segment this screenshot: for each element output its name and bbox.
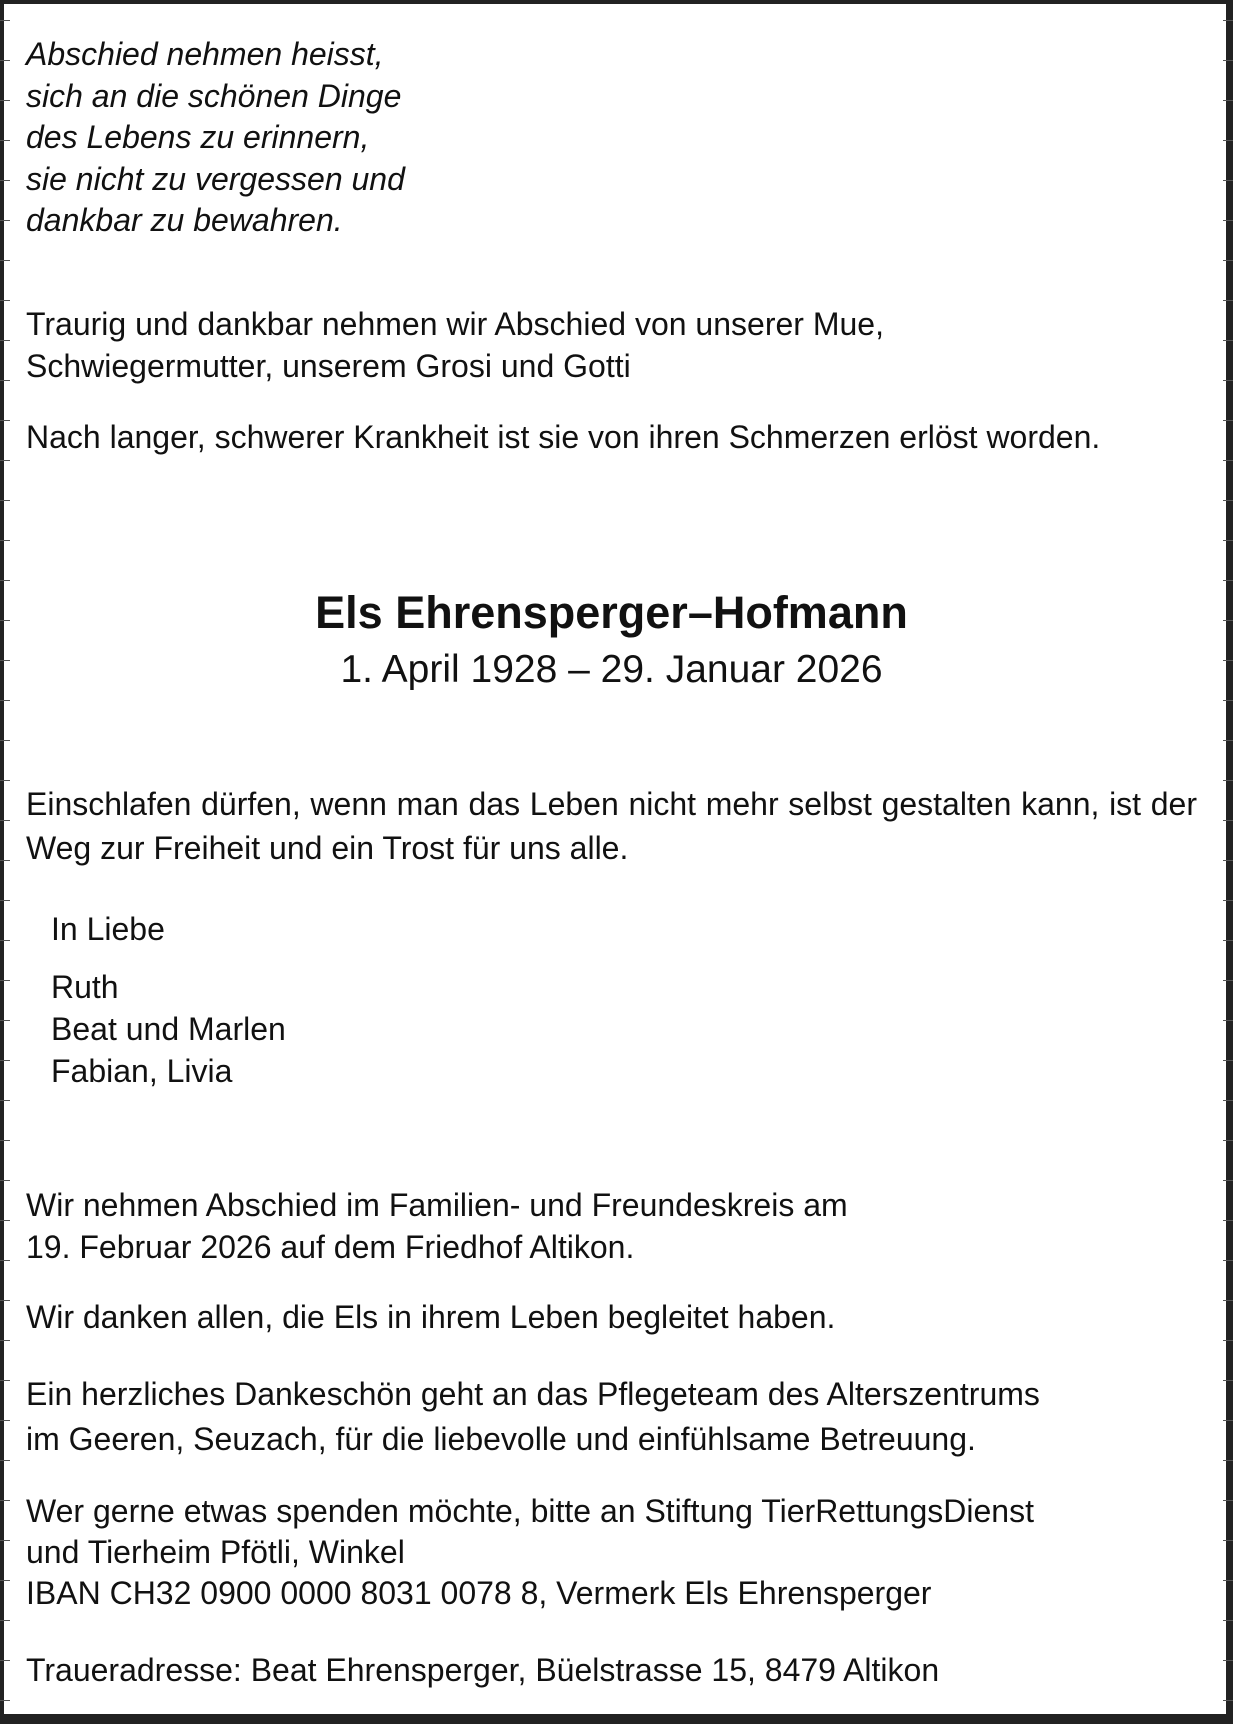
signatures bbox=[51, 966, 286, 1092]
mourning-address: Traueradresse: Beat Ehrensperger, Büelstrasse 15, 8479 Altikon bbox=[26, 1652, 940, 1688]
intro-paragraph: Traurig und dankbar nehmen wir Abschied von unserer Mue, Schwiegermutter, unserem Grosi und Gotti bbox=[26, 306, 884, 384]
motto-line: Abschied nehmen heisst, bbox=[26, 36, 384, 72]
signature-line: Fabian, Livia bbox=[51, 1053, 233, 1089]
signature-line: Ruth bbox=[51, 969, 119, 1005]
motto-line: dankbar zu bewahren. bbox=[26, 202, 343, 238]
in-love-label: In Liebe bbox=[51, 911, 165, 947]
obituary-notice bbox=[26, 0, 1197, 1722]
thanks-all-paragraph: Wir danken allen, die Els in ihrem Leben begleitet haben. bbox=[26, 1299, 836, 1335]
motto-line: sich an die schönen Dinge bbox=[26, 77, 402, 114]
illness-paragraph: Nach langer, schwerer Krankheit ist sie von ihren Schmerzen erlöst worden. bbox=[26, 419, 1101, 455]
donation-iban: IBAN CH32 0900 0000 8031 0078 8, Vermerk Els Ehrensperger bbox=[26, 1575, 932, 1611]
motto-verse bbox=[26, 34, 405, 242]
donation-line: und Tierheim Pfötli, Winkel bbox=[26, 1534, 405, 1570]
ceremony-line: 19. Februar 2026 auf dem Friedhof Altikon. bbox=[26, 1229, 635, 1265]
thanks-care-paragraph bbox=[26, 1372, 1040, 1462]
ceremony-line: Wir nehmen Abschied im Familien- und Freundeskreis am bbox=[26, 1187, 848, 1223]
ceremony-paragraph bbox=[26, 1184, 848, 1268]
donation-paragraph bbox=[26, 1491, 1034, 1614]
care-line: im Geeren, Seuzach, für die liebevolle und einfühlsame Betreuung. bbox=[26, 1421, 976, 1457]
deceased-name: Els Ehrensperger–Hofmann bbox=[315, 587, 908, 638]
reflection-paragraph: Einschlafen dürfen, wenn man das Leben nicht mehr selbst gestalten kann, ist der Weg zur Freiheit und ein Trost für uns alle. bbox=[26, 786, 1197, 866]
motto-line: sie nicht zu vergessen und bbox=[26, 160, 405, 197]
care-line: Ein herzliches Dankeschön geht an das Pflegeteam des Alterszentrums bbox=[26, 1376, 1040, 1412]
life-dates: 1. April 1928 – 29. Januar 2026 bbox=[340, 648, 883, 691]
donation-line: Wer gerne etwas spenden möchte, bitte an Stiftung TierRettungsDienst bbox=[26, 1493, 1034, 1529]
signature-line: Beat und Marlen bbox=[51, 1011, 286, 1047]
motto-line: des Lebens zu erinnern, bbox=[26, 119, 370, 155]
